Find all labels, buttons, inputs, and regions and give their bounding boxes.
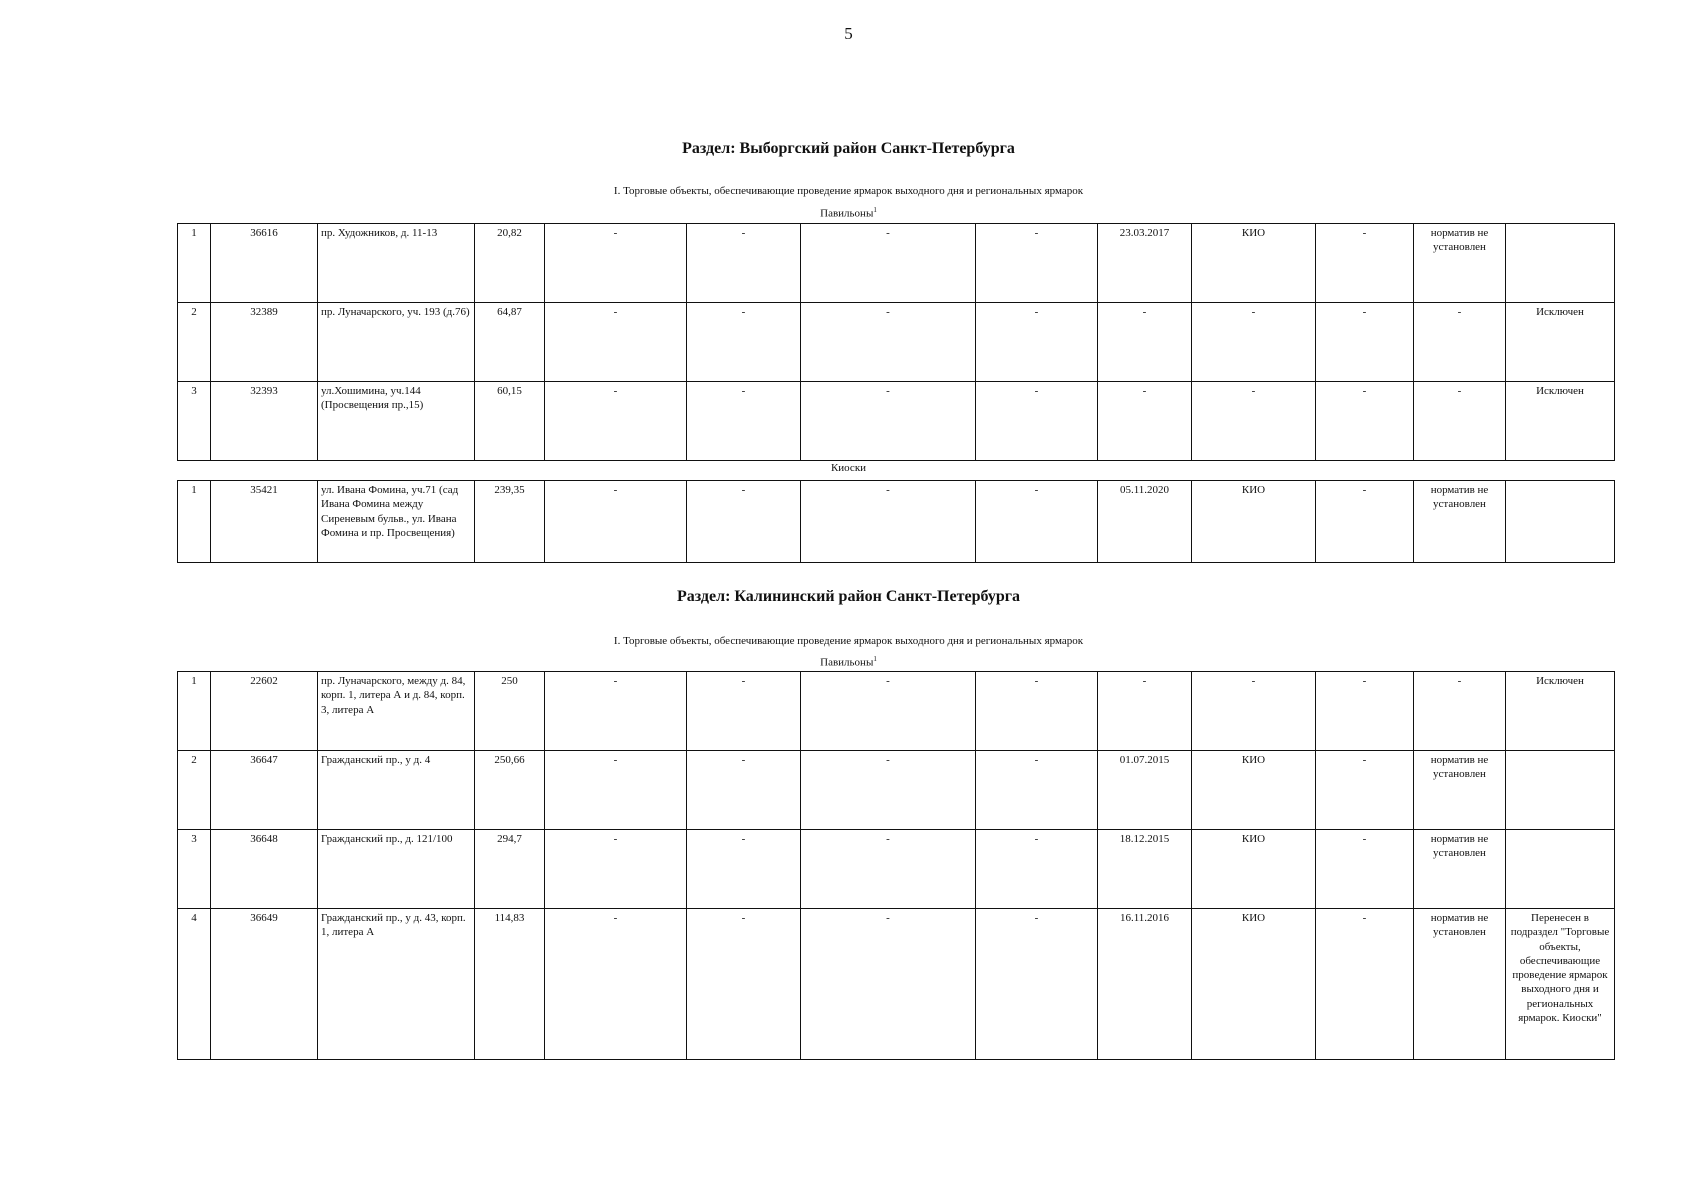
cell-note xyxy=(1506,830,1615,909)
cell-col-5: - xyxy=(545,224,687,303)
cell-object-id: 35421 xyxy=(211,481,318,563)
cell-col-5: - xyxy=(545,303,687,382)
cell-row-number: 3 xyxy=(178,382,211,461)
cell-note: Перенесен в подраздел "Торговые объекты, обеспечивающие проведение ярмарок выходного дня и региональных ярмарок. Киоски" xyxy=(1506,909,1615,1060)
cell-address: ул. Ивана Фомина, уч.71 (сад Ивана Фомина между Сиреневым бульв., ул. Ивана Фомина и пр. Просвещения) xyxy=(318,481,475,563)
cell-owner: КИО xyxy=(1192,751,1316,830)
cell-col-11: - xyxy=(1316,830,1414,909)
cell-col-7: - xyxy=(801,672,976,751)
cell-note xyxy=(1506,481,1615,563)
cell-col-5: - xyxy=(545,909,687,1060)
cell-area: 250 xyxy=(475,672,545,751)
section-title-kalininsky: Раздел: Калининский район Санкт-Петербурга xyxy=(676,588,1021,605)
cell-norm: - xyxy=(1414,382,1506,461)
cell-address: пр. Луначарского, между д. 84, корп. 1, литера А и д. 84, корп. 3, литера А xyxy=(318,672,475,751)
cell-col-11: - xyxy=(1316,751,1414,830)
cell-object-id: 32393 xyxy=(211,382,318,461)
cell-norm: норматив не установлен xyxy=(1414,481,1506,563)
table-row xyxy=(178,751,1615,830)
cell-note: Исключен xyxy=(1506,303,1615,382)
cell-col-8: - xyxy=(976,909,1098,1060)
table-row xyxy=(178,830,1615,909)
cell-col-11: - xyxy=(1316,382,1414,461)
cell-note: Исключен xyxy=(1506,672,1615,751)
registry-table-vyborgsky-pavilions xyxy=(177,223,1615,461)
cell-object-id: 22602 xyxy=(211,672,318,751)
cell-row-number: 2 xyxy=(178,303,211,382)
table-row xyxy=(178,909,1615,1060)
cell-col-7: - xyxy=(801,751,976,830)
page-number: 5 xyxy=(844,24,853,43)
cell-col-8: - xyxy=(976,382,1098,461)
cell-owner: - xyxy=(1192,303,1316,382)
cell-norm: - xyxy=(1414,303,1506,382)
cell-col-8: - xyxy=(976,672,1098,751)
cell-norm: норматив не установлен xyxy=(1414,909,1506,1060)
cell-owner: КИО xyxy=(1192,224,1316,303)
cell-row-number: 1 xyxy=(178,224,211,303)
cell-col-6: - xyxy=(687,751,801,830)
cell-address: Гражданский пр., у д. 43, корп. 1, литера А xyxy=(318,909,475,1060)
cell-area: 60,15 xyxy=(475,382,545,461)
cell-address: ул.Хошимина, уч.144 (Просвещения пр.,15) xyxy=(318,382,475,461)
cell-col-11: - xyxy=(1316,909,1414,1060)
cell-col-7: - xyxy=(801,382,976,461)
cell-col-7: - xyxy=(801,481,976,563)
cell-note xyxy=(1506,224,1615,303)
cell-col-8: - xyxy=(976,830,1098,909)
section-subtitle-kalininsky: I. Торговые объекты, обеспечивающие проведение ярмарок выходного дня и региональных ярмарок xyxy=(613,635,1084,647)
cell-area: 239,35 xyxy=(475,481,545,563)
cell-row-number: 1 xyxy=(178,481,211,563)
cell-date: - xyxy=(1098,672,1192,751)
cell-owner: - xyxy=(1192,382,1316,461)
cell-norm: - xyxy=(1414,672,1506,751)
cell-owner: КИО xyxy=(1192,830,1316,909)
cell-object-id: 36647 xyxy=(211,751,318,830)
cell-col-8: - xyxy=(976,751,1098,830)
registry-table-kalininsky-pavilions xyxy=(177,671,1615,1060)
section-title-vyborgsky: Раздел: Выборгский район Санкт-Петербурга xyxy=(682,140,1015,157)
table-row xyxy=(178,224,1615,303)
section-subtitle-vyborgsky: I. Торговые объекты, обеспечивающие проведение ярмарок выходного дня и региональных ярмарок xyxy=(613,185,1084,197)
cell-note xyxy=(1506,751,1615,830)
cell-date: 01.07.2015 xyxy=(1098,751,1192,830)
group-label-kiosks-vyborgsky: Киоски xyxy=(830,462,867,474)
cell-object-id: 32389 xyxy=(211,303,318,382)
cell-col-8: - xyxy=(976,303,1098,382)
cell-col-5: - xyxy=(545,672,687,751)
cell-col-6: - xyxy=(687,830,801,909)
cell-object-id: 36648 xyxy=(211,830,318,909)
cell-date: - xyxy=(1098,303,1192,382)
cell-col-5: - xyxy=(545,481,687,563)
cell-owner: - xyxy=(1192,672,1316,751)
cell-col-5: - xyxy=(545,382,687,461)
cell-area: 20,82 xyxy=(475,224,545,303)
cell-owner: КИО xyxy=(1192,909,1316,1060)
cell-col-7: - xyxy=(801,224,976,303)
cell-col-5: - xyxy=(545,830,687,909)
cell-area: 294,7 xyxy=(475,830,545,909)
cell-col-7: - xyxy=(801,830,976,909)
cell-col-5: - xyxy=(545,751,687,830)
cell-col-6: - xyxy=(687,481,801,563)
registry-table-vyborgsky-kiosks xyxy=(177,480,1615,563)
cell-col-6: - xyxy=(687,909,801,1060)
cell-row-number: 3 xyxy=(178,830,211,909)
cell-col-11: - xyxy=(1316,303,1414,382)
cell-object-id: 36616 xyxy=(211,224,318,303)
cell-col-6: - xyxy=(687,224,801,303)
cell-address: Гражданский пр., у д. 4 xyxy=(318,751,475,830)
cell-date: 18.12.2015 xyxy=(1098,830,1192,909)
cell-col-11: - xyxy=(1316,672,1414,751)
cell-norm: норматив не установлен xyxy=(1414,224,1506,303)
cell-norm: норматив не установлен xyxy=(1414,830,1506,909)
cell-col-8: - xyxy=(976,224,1098,303)
group-label-pavilions-kalininsky: Павильоны$^1$ xyxy=(820,655,877,669)
cell-area: 64,87 xyxy=(475,303,545,382)
cell-date: 23.03.2017 xyxy=(1098,224,1192,303)
cell-row-number: 2 xyxy=(178,751,211,830)
cell-date: 16.11.2016 xyxy=(1098,909,1192,1060)
cell-norm: норматив не установлен xyxy=(1414,751,1506,830)
table-row xyxy=(178,672,1615,751)
cell-col-6: - xyxy=(687,303,801,382)
cell-col-6: - xyxy=(687,382,801,461)
table-row xyxy=(178,303,1615,382)
group-label-pavilions-vyborgsky: Павильоны$^1$ xyxy=(820,206,877,220)
cell-col-11: - xyxy=(1316,481,1414,563)
cell-row-number: 1 xyxy=(178,672,211,751)
cell-address: пр. Художников, д. 11-13 xyxy=(318,224,475,303)
cell-date: - xyxy=(1098,382,1192,461)
cell-row-number: 4 xyxy=(178,909,211,1060)
cell-address: Гражданский пр., д. 121/100 xyxy=(318,830,475,909)
cell-area: 114,83 xyxy=(475,909,545,1060)
cell-address: пр. Луначарского, уч. 193 (д.76) xyxy=(318,303,475,382)
cell-note: Исключен xyxy=(1506,382,1615,461)
table-row xyxy=(178,481,1615,563)
table-row xyxy=(178,382,1615,461)
cell-object-id: 36649 xyxy=(211,909,318,1060)
cell-col-11: - xyxy=(1316,224,1414,303)
cell-col-6: - xyxy=(687,672,801,751)
cell-owner: КИО xyxy=(1192,481,1316,563)
cell-col-8: - xyxy=(976,481,1098,563)
cell-date: 05.11.2020 xyxy=(1098,481,1192,563)
cell-col-7: - xyxy=(801,303,976,382)
cell-col-7: - xyxy=(801,909,976,1060)
cell-area: 250,66 xyxy=(475,751,545,830)
